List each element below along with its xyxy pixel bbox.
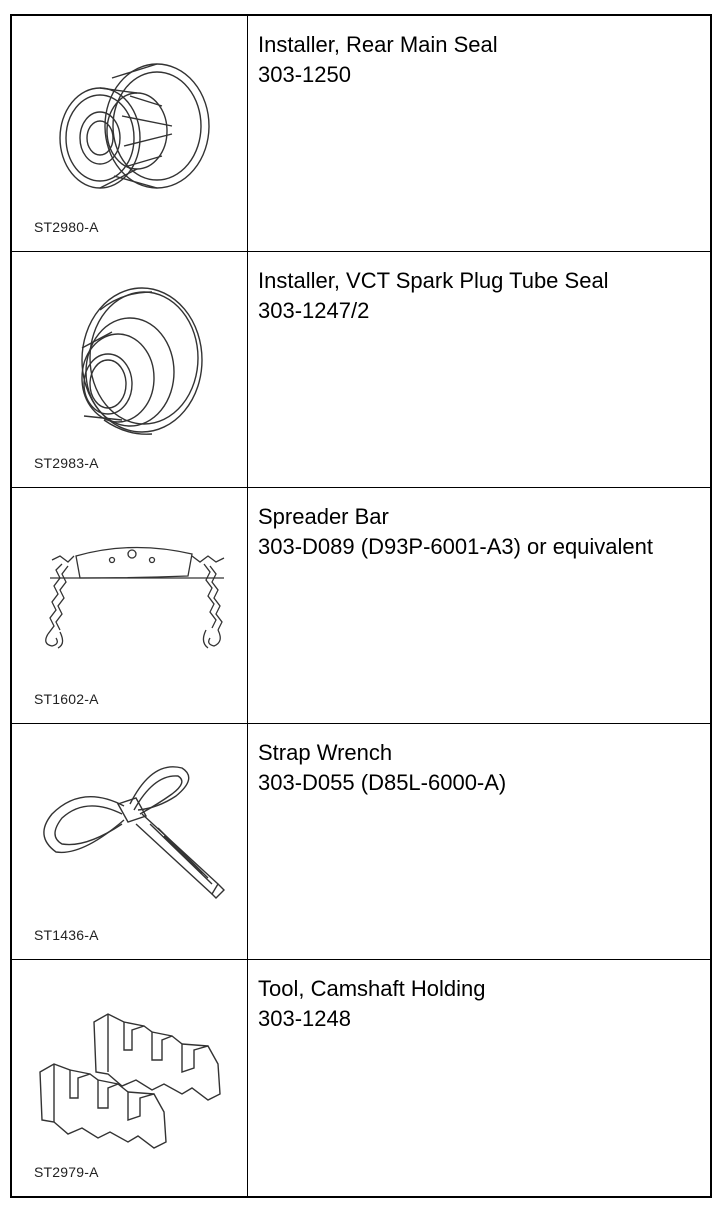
tool-part-number: 303-1247/2	[258, 298, 370, 323]
camshaft-holding-tool-illustration	[12, 960, 248, 1196]
tool-illustration-cell	[12, 724, 248, 959]
tool-row	[12, 252, 710, 488]
spreader-bar-illustration	[12, 488, 248, 724]
tool-row	[12, 16, 710, 252]
strap-wrench-illustration	[12, 724, 248, 960]
tool-illustration-cell	[12, 252, 248, 487]
tool-illustration-cell	[12, 16, 248, 251]
illustration-code: ST1602-A	[34, 691, 99, 707]
tool-row	[12, 724, 710, 960]
illustration-code: ST1436-A	[34, 927, 99, 943]
tool-name: Tool, Camshaft Holding	[258, 976, 486, 1001]
rear-main-seal-installer-illustration	[12, 16, 248, 252]
tool-illustration-cell	[12, 488, 248, 723]
tool-part-number: 303-D055 (D85L-6000-A)	[258, 770, 507, 795]
tool-name: Installer, VCT Spark Plug Tube Seal	[258, 268, 609, 293]
tool-name: Installer, Rear Main Seal	[258, 32, 498, 57]
illustration-code: ST2979-A	[34, 1164, 99, 1180]
tool-part-number: 303-1250	[258, 62, 351, 87]
tool-name: Spreader Bar	[258, 504, 389, 529]
tool-description	[258, 974, 708, 1034]
tool-part-number: 303-1248	[258, 1006, 351, 1031]
illustration-code: ST2980-A	[34, 219, 99, 235]
tool-description	[258, 502, 708, 562]
tool-row	[12, 960, 710, 1196]
tool-description	[258, 738, 708, 798]
special-tools-table	[10, 14, 712, 1198]
tool-description	[258, 266, 708, 326]
tool-part-number: 303-D089 (D93P-6001-A3) or equivalent	[258, 534, 654, 559]
tool-description	[258, 30, 708, 90]
vct-spark-plug-tube-seal-installer-illustration	[12, 252, 248, 488]
tool-row	[12, 488, 710, 724]
tool-name: Strap Wrench	[258, 740, 393, 765]
tool-illustration-cell	[12, 960, 248, 1196]
illustration-code: ST2983-A	[34, 455, 99, 471]
